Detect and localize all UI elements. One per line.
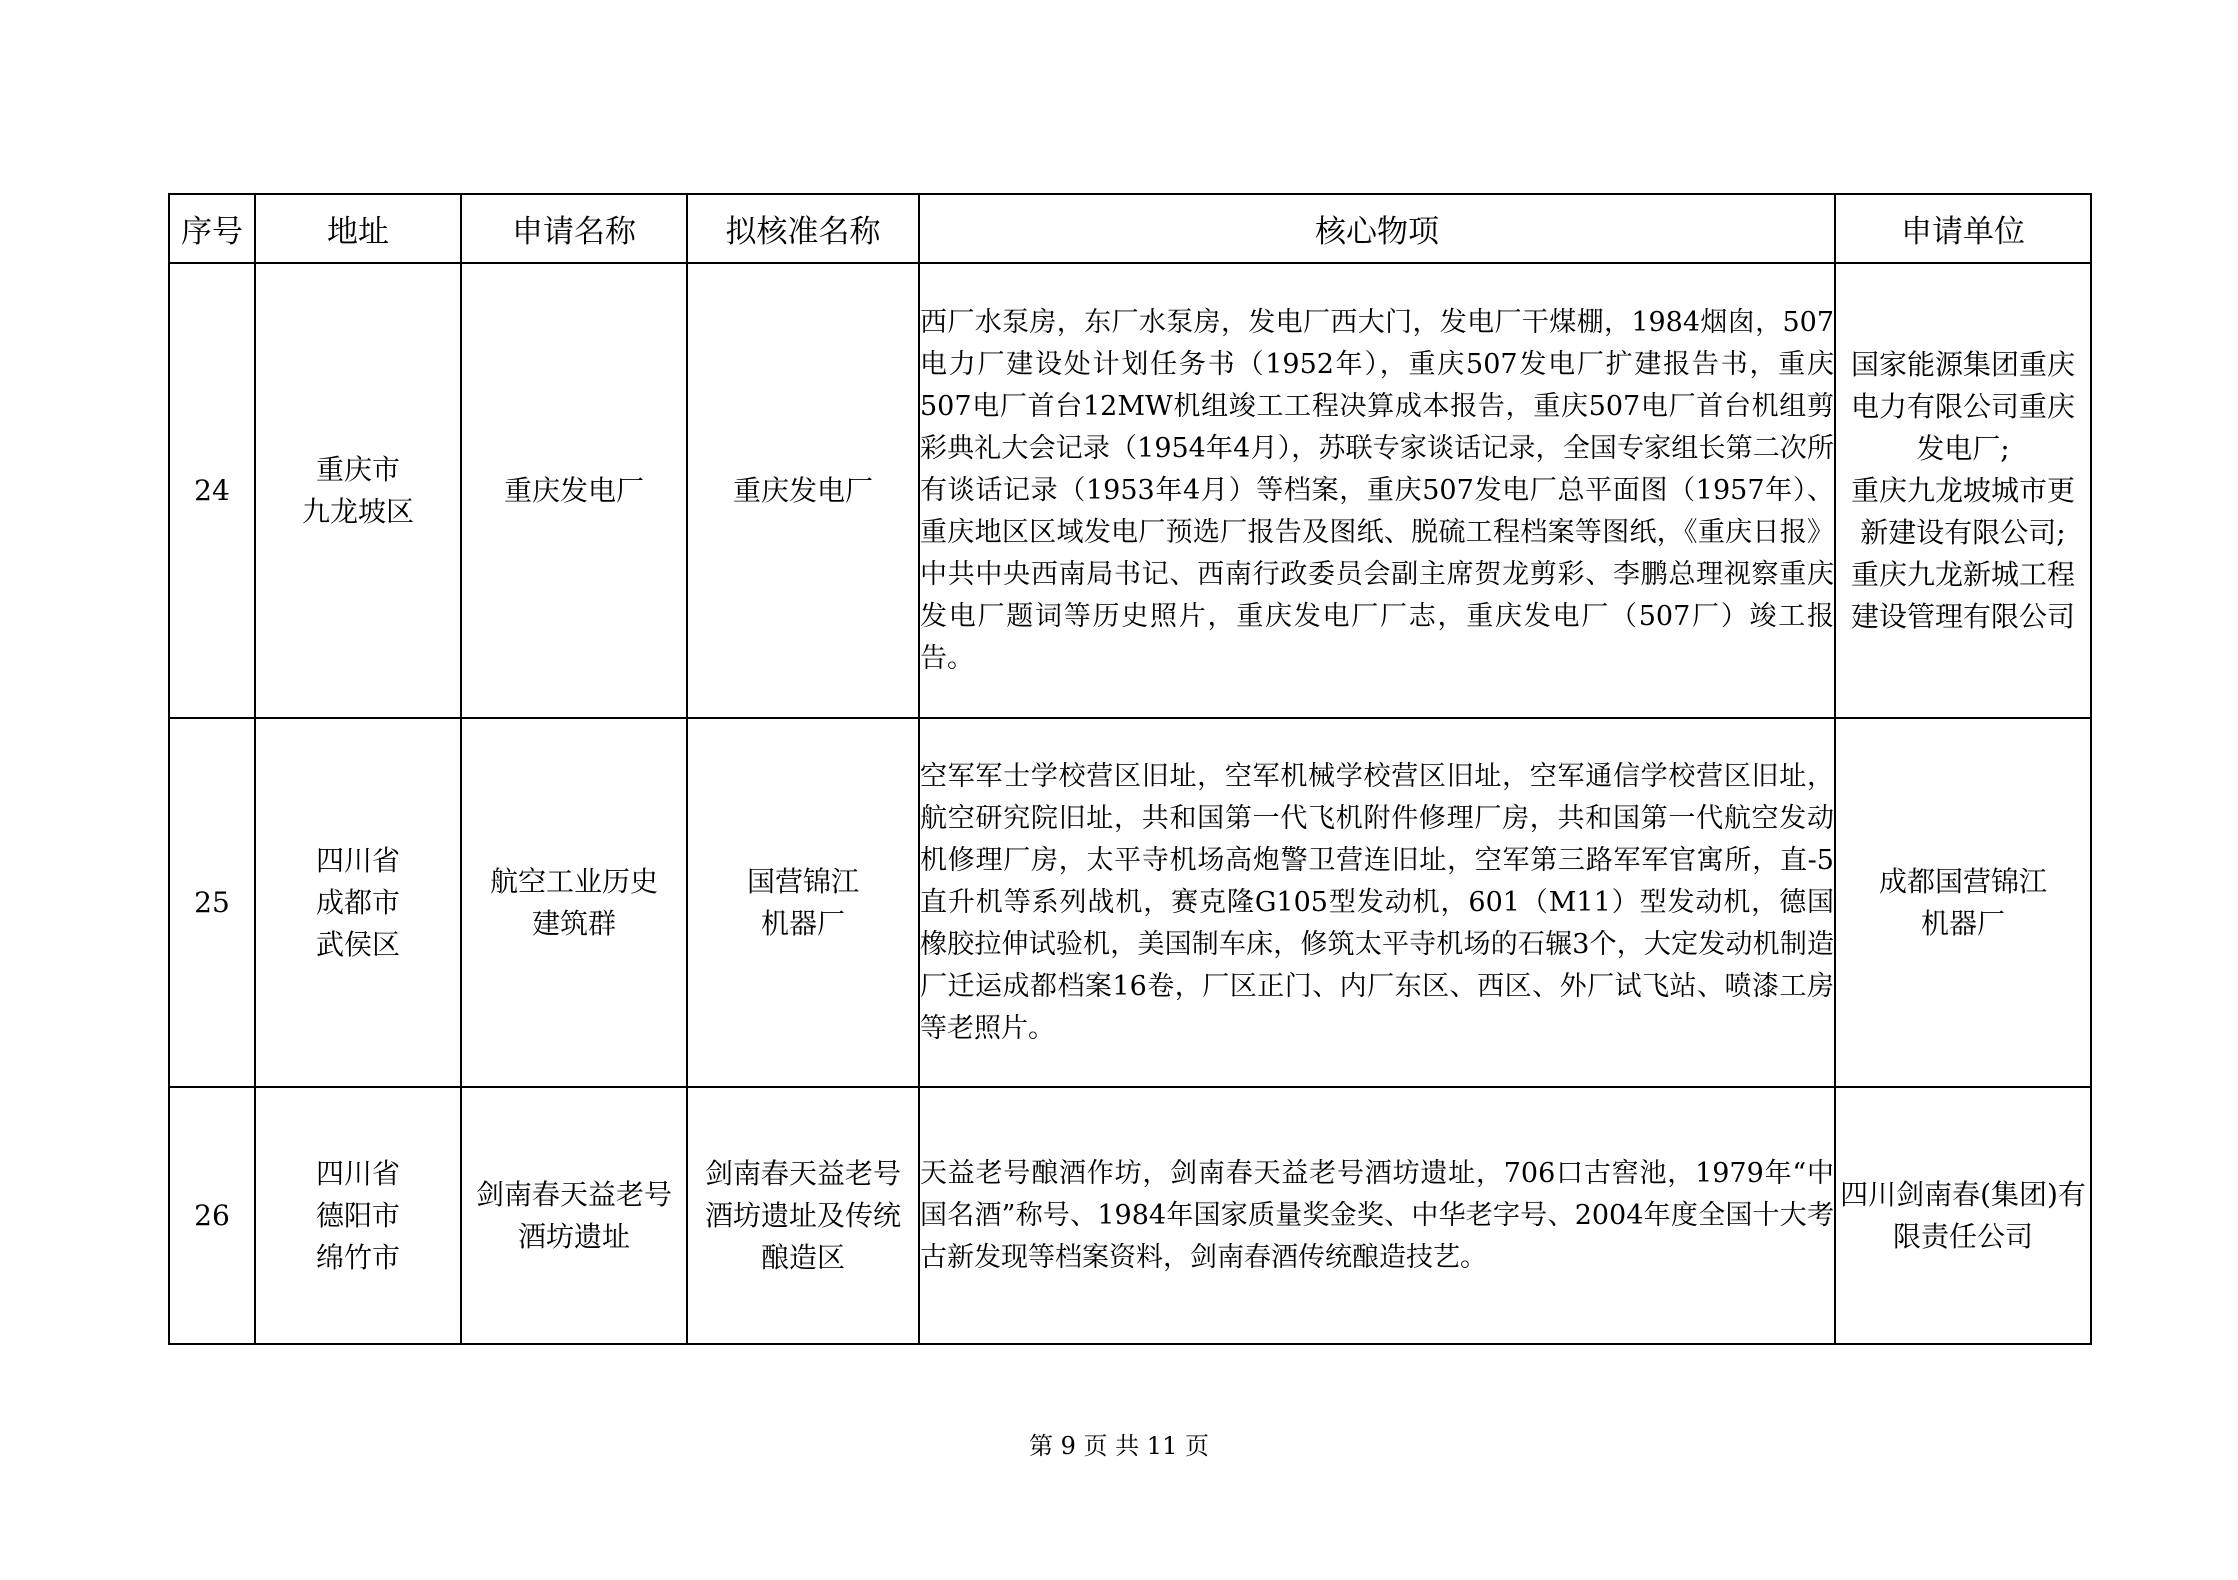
address-line: 成都市 (315, 885, 400, 919)
applicant-line: 发电厂; (1916, 431, 2010, 465)
address-cell (255, 1087, 461, 1344)
header-approved-name: 拟核准名称 (687, 194, 919, 263)
apply-name-cell (461, 263, 687, 718)
table-row (169, 718, 2091, 1087)
applicant-line: 限责任公司 (1892, 1219, 2033, 1253)
apply-name-line: 航空工业历史 (489, 864, 658, 898)
apply-name-cell (461, 718, 687, 1087)
core-items-cell: 天益老号酿酒作坊，剑南春天益老号酒坊遗址，706口古窖池，1979年“中国名酒”称号、1984年国家质量奖金奖、中华老字号、2004年度全国十大考古新发现等档案资料，剑南春酒传统酿造技艺。 (919, 1087, 1835, 1344)
row-number: 26 (169, 1087, 255, 1344)
row-number: 24 (169, 263, 255, 718)
apply-name-cell (461, 1087, 687, 1344)
approved-name-cell (687, 263, 919, 718)
applicant-line: 机器厂 (1920, 906, 2005, 940)
page-number-footer: 第 9 页 共 11 页 (1029, 1432, 1209, 1460)
applicant-line: 新建设有限公司; (1860, 515, 2066, 549)
approved-name-line: 国营锦江 (746, 864, 859, 898)
table-header-row (169, 194, 2091, 263)
address-line: 绵竹市 (315, 1240, 400, 1274)
applicant-line: 建设管理有限公司 (1850, 599, 2075, 633)
applicant-line: 四川剑南春(集团)有 (1840, 1177, 2086, 1211)
header-address: 地址 (255, 194, 461, 263)
applicant-line: 重庆九龙坡城市更 (1850, 473, 2075, 507)
address-line: 武侯区 (315, 927, 400, 961)
address-line: 重庆市 (315, 452, 400, 486)
apply-name-line: 剑南春天益老号 (475, 1177, 672, 1211)
approved-name-line: 酒坊遗址及传统 (704, 1198, 901, 1232)
approved-name-cell (687, 1087, 919, 1344)
applicant-cell (1835, 263, 2091, 718)
apply-name-line: 建筑群 (531, 906, 616, 940)
applicant-cell (1835, 718, 2091, 1087)
core-items-cell: 西厂水泵房，东厂水泵房，发电厂西大门，发电厂干煤棚，1984烟囱，507电力厂建设处计划任务书（1952年），重庆507发电厂扩建报告书，重庆507电厂首台12MW机组竣工工程决算成本报告，重庆507电厂首台机组剪彩典礼大会记录（1954年4月），苏联专家谈话记录，全国专家组长第二次所有谈话记录（1953年4月）等档案，重庆507发电厂总平面图（1957年）、重庆地区区域发电厂预选厂报告及图纸、脱硫工程档案等图纸，《重庆日报》中共中央西南局书记、西南行政委员会副主席贺龙剪彩、李鹏总理视察重庆发电厂题词等历史照片，重庆发电厂厂志，重庆发电厂（507厂）竣工报告。 (919, 263, 1835, 718)
apply-name-line: 酒坊遗址 (517, 1219, 630, 1253)
approved-name-line: 重庆发电厂 (732, 473, 873, 507)
address-line: 德阳市 (315, 1198, 400, 1232)
address-line: 四川省 (315, 843, 400, 877)
address-cell (255, 718, 461, 1087)
applicant-line: 国家能源集团重庆 (1850, 347, 2075, 381)
header-core-items: 核心物项 (919, 194, 1835, 263)
heritage-table (168, 193, 2092, 1345)
address-line: 四川省 (315, 1156, 400, 1190)
address-line: 九龙坡区 (301, 494, 414, 528)
row-number: 25 (169, 718, 255, 1087)
header-apply-name: 申请名称 (461, 194, 687, 263)
core-items-cell: 空军军士学校营区旧址，空军机械学校营区旧址，空军通信学校营区旧址，航空研究院旧址，共和国第一代飞机附件修理厂房，共和国第一代航空发动机修理厂房，太平寺机场高炮警卫营连旧址，空军第三路军军官寓所，直-5直升机等系列战机，赛克隆G105型发动机，601（M11）型发动机，德国橡胶拉伸试验机，美国制车床，修筑太平寺机场的石辗3个，大定发动机制造厂迁运成都档案16卷，厂区正门、内厂东区、西区、外厂试飞站、喷漆工房等老照片。 (919, 718, 1835, 1087)
address-cell (255, 263, 461, 718)
apply-name-line: 重庆发电厂 (503, 473, 644, 507)
header-applicant: 申请单位 (1835, 194, 2091, 263)
applicant-line: 重庆九龙新城工程 (1850, 557, 2075, 591)
applicant-line: 电力有限公司重庆 (1850, 389, 2075, 423)
approved-name-line: 酿造区 (760, 1240, 845, 1274)
header-no: 序号 (169, 194, 255, 263)
applicant-line: 成都国营锦江 (1878, 864, 2047, 898)
table-row (169, 1087, 2091, 1344)
applicant-cell (1835, 1087, 2091, 1344)
approved-name-line: 机器厂 (760, 906, 845, 940)
approved-name-cell (687, 718, 919, 1087)
approved-name-line: 剑南春天益老号 (704, 1156, 901, 1190)
table-row (169, 263, 2091, 718)
